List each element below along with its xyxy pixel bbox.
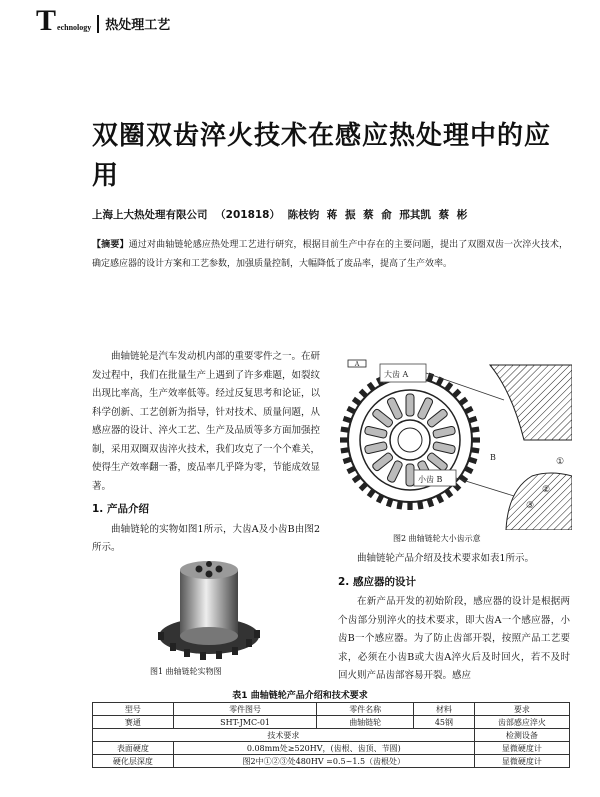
svg-text:A: A <box>354 361 360 368</box>
abstract-text: 通过对曲轴链轮感应热处理工艺进行研究，根据目前生产中存在的主要问题，提出了双圈双齿一次淬火技术，确定感应器的设计方案和工艺参数，加强质量控制，大幅降低了废品率，提高了生产效率。 <box>92 240 568 269</box>
article-title: 双圈双齿淬火技术在感应热处理中的应用 <box>92 121 552 191</box>
label-small-tooth: 小齿 B <box>418 475 443 484</box>
section1-paragraph: 曲轴链轮的实物如图1所示，大齿A及小齿B由图2所示。 <box>92 523 320 553</box>
label-b: B <box>490 453 496 462</box>
section2-heading: 2. 感应器的设计 <box>338 575 416 588</box>
brand-initial: T <box>36 4 57 37</box>
table-cell: 赛通 <box>93 716 174 729</box>
intro-paragraph: 曲轴链轮是汽车发动机内部的重要零件之一。在研发过程中，我们在批量生产上遇到了许多难题，如裂纹出现比率高，生产效率低等。经过反复思考和论证，以科学创新、工艺创新为指导，针对技术、质量问题，从感应器的设计、淬火工艺、生产及品质等多方面加强控制，采用双圈双齿淬火技术，我们攻克了一个个难关，使得生产效率翻一番，废品率几乎降为零，节能成效显著。 <box>92 351 321 492</box>
abstract <box>92 236 568 274</box>
figure2-caption: 图2 曲轴链轮大小齿示意 <box>393 534 481 543</box>
header-cell: 型号 <box>93 703 174 716</box>
tech-requirements-label: 技术要求 <box>93 729 475 742</box>
table-cell: 硬化层深度 <box>93 755 174 768</box>
table-cell: 齿部感应淬火 <box>474 716 569 729</box>
table-cell: 表面硬度 <box>93 742 174 755</box>
table-row <box>93 742 570 755</box>
table-cell: 曲轴链轮 <box>317 716 414 729</box>
right-column <box>338 550 570 686</box>
mark-3: ③ <box>526 501 535 511</box>
header-cell: 要求 <box>474 703 569 716</box>
header-cell: 零件图号 <box>173 703 316 716</box>
table-intro: 曲轴链轮产品介绍及技术要求如表1所示。 <box>357 553 535 564</box>
table-cell: 显微硬度计 <box>474 755 569 768</box>
sprocket-diagram <box>340 340 572 530</box>
table-title: 表1 曲轴链轮产品介绍和技术要求 <box>232 691 368 701</box>
section-name: 热处理工艺 <box>105 18 171 33</box>
section1-heading: 1. 产品介绍 <box>92 503 149 515</box>
sprocket-photo <box>150 548 268 666</box>
header-cell: 材料 <box>414 703 475 716</box>
header-cell: 零件名称 <box>317 703 414 716</box>
table-row <box>93 755 570 768</box>
spec-table <box>92 702 570 768</box>
table-cell: 显微硬度计 <box>474 742 569 755</box>
section2-paragraph: 在新产品开发的初始阶段，感应器的设计是根据两个齿部分别淬火的技术要求，即大齿A一个感应器，小齿B一个感应器。为了防止齿部开裂，按照产品工艺要求，必须在小齿B或大齿A淬火后及时回火，若不及时回火则产品齿部容易开裂。感应 <box>338 596 570 681</box>
journal-header <box>36 4 171 37</box>
table-cell: SHT-JMC-01 <box>173 716 316 729</box>
sprocket-slot <box>406 394 414 416</box>
table-cell: 0.08mm处≥520HV，(齿根、齿顶、节圆) <box>173 742 474 755</box>
table-cell: 45钢 <box>414 716 475 729</box>
abstract-label: 【摘要】 <box>92 240 129 250</box>
table-cell: 图2中①②③处480HV =0.5~1.5（齿根处） <box>173 755 474 768</box>
table-row <box>93 716 570 729</box>
label-big-tooth: 大齿 A <box>384 370 409 379</box>
figure1-caption: 图1 曲轴链轮实物图 <box>150 667 222 676</box>
table-header-row <box>93 703 570 716</box>
mark-1: ① <box>556 457 565 467</box>
check-equipment-label: 检测设备 <box>474 729 569 742</box>
header-divider <box>97 15 99 33</box>
mark-2: ② <box>542 485 551 495</box>
author-line: 上海上大热处理有限公司 （201818） 陈枝钧 蒋 振 蔡 俞 邢其凯 蔡 彬 <box>92 209 468 221</box>
brand-text: echnology <box>57 23 92 32</box>
left-column <box>92 348 320 558</box>
table-row <box>93 729 570 742</box>
sprocket-slot <box>406 464 414 486</box>
